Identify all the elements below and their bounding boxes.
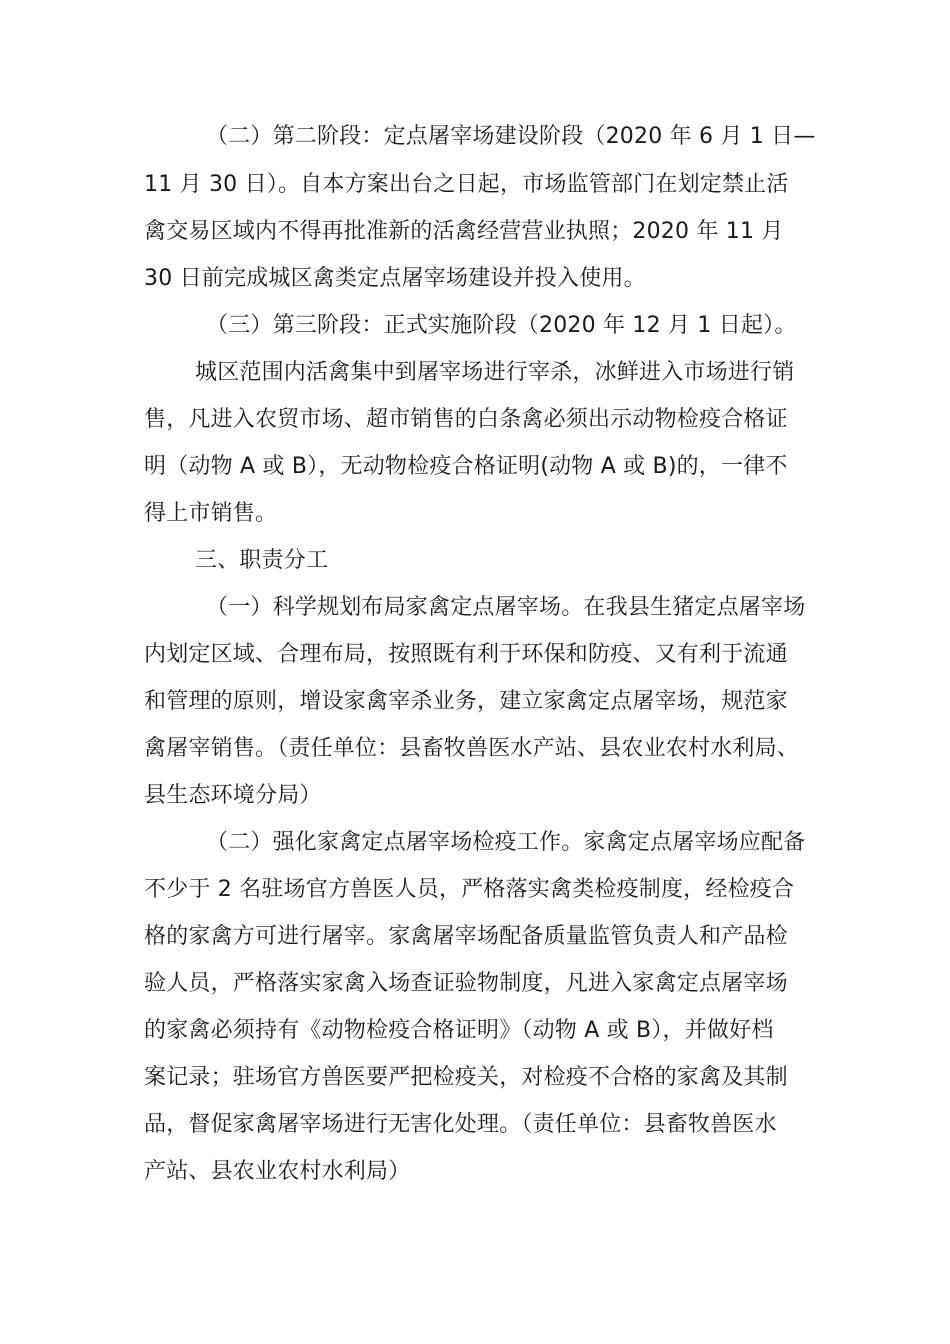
text-line: （二）第二阶段：定点屠宰场建设阶段（2020 年 6 月 1 日—: [206, 124, 816, 149]
text-line: 售，凡进入农贸市场、超市销售的白条禽必须出示动物检疫合格证: [144, 407, 788, 432]
text-line: 品，督促家禽屠宰场进行无害化处理。（责任单位：县畜牧兽医水: [144, 1112, 777, 1137]
text-line: 和管理的原则，增设家禽宰杀业务，建立家禽定点屠宰场，规范家: [144, 689, 788, 714]
text-line: 案记录；驻场官方兽医要严把检疫关，对检疫不合格的家禽及其制: [144, 1065, 788, 1090]
text-line: 县生态环境分局）: [144, 783, 322, 808]
text-line: （一）科学规划布局家禽定点屠宰场。在我县生猪定点屠宰场: [206, 595, 806, 620]
text-line: 的家禽必须持有《动物检疫合格证明》（动物 A 或 B），并做好档: [144, 1018, 774, 1043]
section-heading: 三、职责分工: [195, 548, 329, 573]
text-line: 城区范围内活禽集中到屠宰场进行宰杀，冰鲜进入市场进行销: [195, 360, 795, 385]
text-line: 验人员，严格落实家禽入场查证验物制度，凡进入家禽定点屠宰场: [144, 971, 788, 996]
text-line: 产站、县农业农村水利局）: [144, 1159, 411, 1184]
text-line: 禽屠宰销售。（责任单位：县畜牧兽医水产站、县农业农村水利局、: [144, 736, 800, 761]
text-line: （二）强化家禽定点屠宰场检疫工作。家禽定点屠宰场应配备: [206, 830, 806, 855]
text-line: 明（动物 A 或 B），无动物检疫合格证明(动物 A 或 B)的，一律不: [144, 454, 788, 479]
text-line: 得上市销售。: [144, 501, 278, 526]
text-line: 30 日前完成城区禽类定点屠宰场建设并投入使用。: [144, 266, 646, 291]
text-line: 不少于 2 名驻场官方兽医人员，严格落实禽类检疫制度，经检疫合: [144, 877, 795, 902]
text-line: 11 月 30 日）。自本方案出台之日起，市场监管部门在划定禁止活: [144, 172, 789, 197]
text-line: 内划定区域、合理布局，按照既有利于环保和防疫、又有利于流通: [144, 642, 788, 667]
text-line: （三）第三阶段：正式实施阶段（2020 年 12 月 1 日起）。: [206, 313, 797, 338]
text-line: 格的家禽方可进行屠宰。家禽屠宰场配备质量监管负责人和产品检: [144, 924, 788, 949]
text-line: 禽交易区域内不得再批准新的活禽经营营业执照；2020 年 11 月: [144, 219, 784, 244]
